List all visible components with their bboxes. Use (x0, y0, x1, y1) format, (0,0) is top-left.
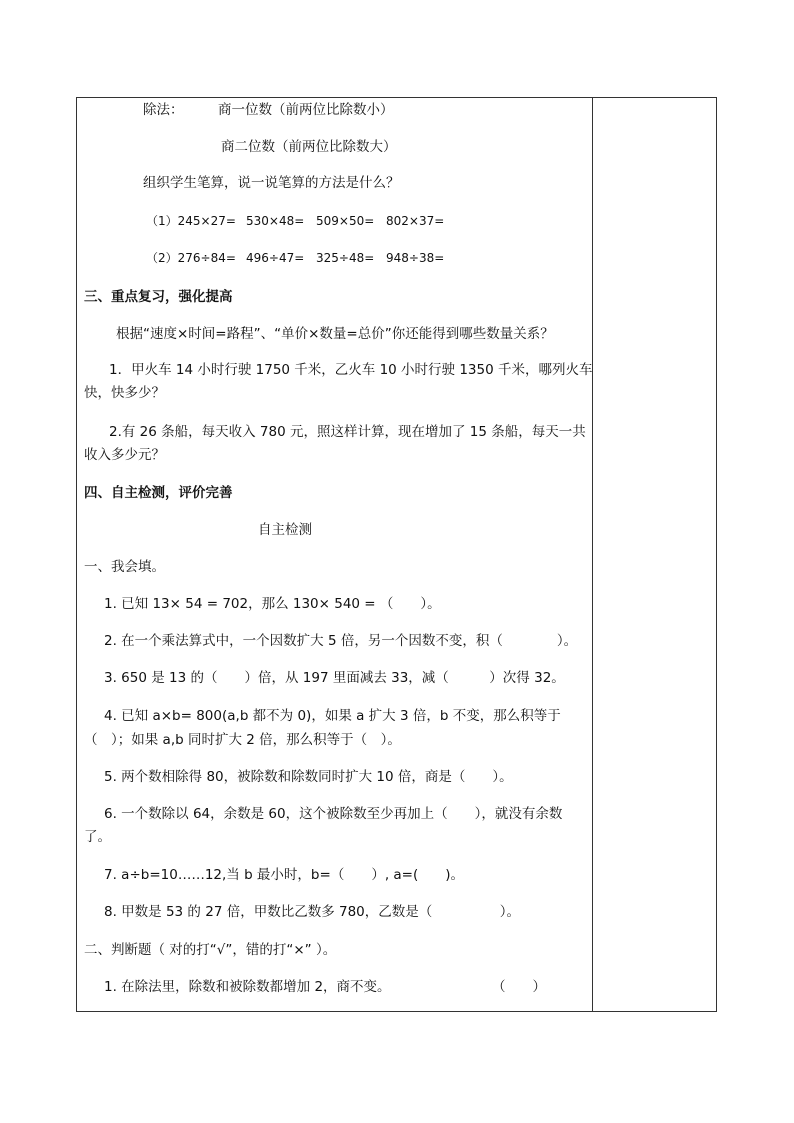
fill-item-3: 3. 650 是 13 的（ ）倍，从 197 里面减去 33，减（ ）次得 32。 (104, 670, 565, 686)
judge-item-1: 1. 在除法里，除数和被除数都增加 2，商不变。 (104, 979, 391, 995)
fill-item-1: 1. 已知 13× 54 = 702，那么 130× 540 = （ ）。 (104, 596, 441, 612)
exercise-2-4: 948÷38= (386, 251, 445, 265)
section3-q2-line2: 收入多少元？ (84, 447, 165, 463)
exercise-2-3: 325÷48= (316, 251, 375, 265)
exercise-1-1: （1）245×27= (146, 214, 236, 228)
fill-item-7: 7. a÷b=10……12,当 b 最小时，b=（ ）, a=( )。 (104, 867, 465, 883)
written-calc-prompt: 组织学生笔算，说一说笔算的方法是什么？ (143, 175, 400, 191)
exercise-2-2: 496÷47= (246, 251, 305, 265)
exercise-2-1: （2）276÷84= (146, 251, 236, 265)
fill-item-5: 5. 两个数相除得 80，被除数和除数同时扩大 10 倍，商是（ ）。 (104, 769, 513, 785)
division-case-2: 商二位数（前两位比除数大） (221, 139, 397, 155)
division-case-1: 商一位数（前两位比除数小） (218, 102, 394, 118)
section3-q2-line1: 2.有 26 条船，每天收入 780 元，照这样计算，现在增加了 15 条船，每天一共 (109, 424, 586, 440)
section3-intro: 根据“速度×时间=路程”、“单价×数量=总价”你还能得到哪些数量关系？ (116, 326, 554, 342)
section3-heading: 三、重点复习，强化提高 (84, 289, 233, 305)
exercise-1-3: 509×50= (316, 214, 375, 228)
fill-item-2: 2. 在一个乘法算式中，一个因数扩大 5 倍，另一个因数不变，积（ ）。 (104, 633, 578, 649)
section3-q1-line2: 快，快多少？ (84, 385, 165, 401)
fill-item-6-line2: 了。 (84, 829, 111, 845)
exercise-1-4: 802×37= (386, 214, 445, 228)
part1-heading: 一、我会填。 (84, 559, 165, 575)
judge-item-1-blank: （ ） (492, 979, 546, 995)
fill-item-6-line1: 6. 一个数除以 64，余数是 60，这个被除数至少再加上（ ），就没有余数 (104, 806, 563, 822)
exercise-1-2: 530×48= (246, 214, 305, 228)
fill-item-8: 8. 甲数是 53 的 27 倍，甲数比乙数多 780，乙数是（ ）。 (104, 904, 521, 920)
fill-item-4-line1: 4. 已知 a×b= 800(a,b 都不为 0)，如果 a 扩大 3 倍，b 不变，那么积等于 (104, 708, 561, 724)
section4-heading: 四、自主检测，评价完善 (84, 485, 233, 501)
section3-q1-line1: 1．甲火车 14 小时行驶 1750 千米，乙火车 10 小时行驶 1350 千米，哪列火车 (109, 362, 593, 378)
division-label: 除法： (143, 102, 184, 118)
self-test-title: 自主检测 (258, 522, 312, 538)
part2-heading: 二、判断题（ 对的打“√”，错的打“×” ）。 (84, 942, 337, 958)
fill-item-4-line2: （ ）；如果 a,b 同时扩大 2 倍，那么积等于（ ）。 (84, 732, 401, 748)
column-divider (592, 97, 593, 1012)
